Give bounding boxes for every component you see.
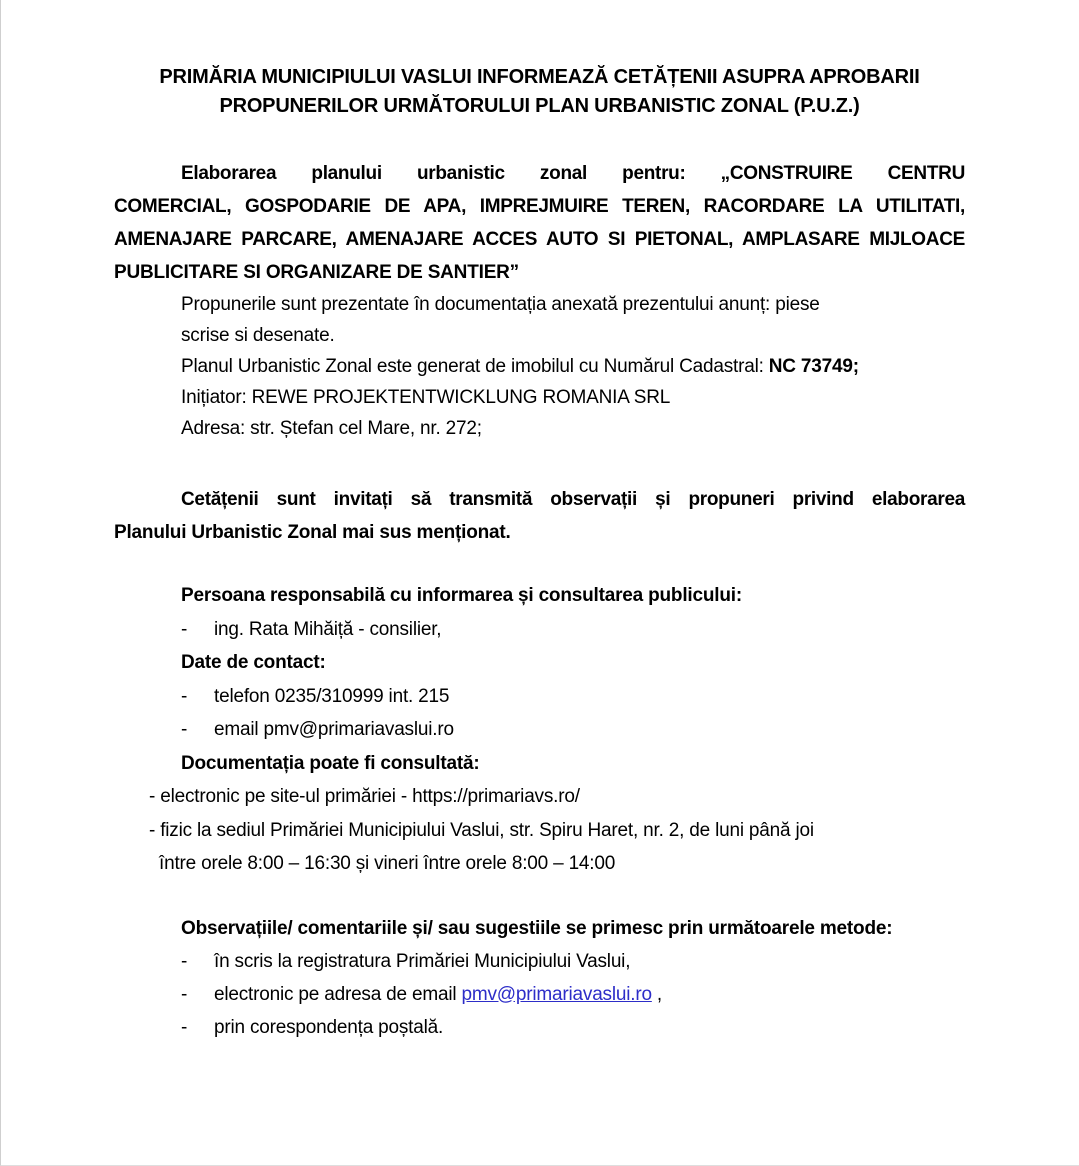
list-item-email [181,713,965,747]
list-item-label: prin corespondența poștală. [214,1016,444,1038]
list-item-email-method [181,978,965,1011]
list-item-telefon [181,680,965,714]
list-dash: - [181,719,188,740]
paragraph-line: COMERCIAL, GOSPODARIE DE APA, IMPREJMUIRE TEREN, RACORDARE LA UTILITATI, [114,196,965,217]
cadastral-prefix: Planul Urbanistic Zonal este generat de imobilul cu Numărul Cadastral: [181,356,769,377]
address-line: Adresa: str. Ștefan cel Mare, nr. 272; [181,418,482,439]
list-item-fizic-continuation: între orele 8:00 – 16:30 și vineri între orele 8:00 – 14:00 [159,853,616,874]
list-item-label: în scris la registratura Primăriei Municipiului Vaslui, [214,950,631,972]
title-line-2: PROPUNERILOR URMĂTORULUI PLAN URBANISTIC ZONAL (P.U.Z.) [219,95,860,117]
list-item-consilier [181,613,965,647]
list-item-electronic-site: - electronic pe site-ul primăriei - https://primariavs.ro/ [149,786,580,807]
list-dash: - [181,685,188,707]
initiator-line: Inițiator: REWE PROJEKTENTWICKLUNG ROMANIA SRL [181,387,671,408]
puz-scope-paragraph [114,157,965,289]
list-item-in-scris [181,945,965,978]
paragraph-line: AMENAJARE PARCARE, AMENAJARE ACCES AUTO SI PIETONAL, AMPLASARE MIJLOACE [114,229,965,250]
puz-details-section [114,289,965,444]
list-item-label: email pmv@primariavaslui.ro [214,719,454,740]
responsible-person-heading: Persoana responsabilă cu informarea și consultarea publicului: [181,585,742,606]
invitation-paragraph [114,483,965,549]
proposals-line-1: Propunerile sunt prezentate în documentația anexată prezentului anunț: piese [181,294,820,315]
feedback-methods-section [114,912,965,1044]
list-item-fizic: - fizic la sediul Primăriei Municipiului Vaslui, str. Spiru Haret, nr. 2, de luni până joi [149,819,814,841]
paragraph-line: Planului Urbanistic Zonal mai sus menționat. [114,522,511,543]
cadastral-line [181,351,965,382]
list-dash: - [181,1016,188,1038]
paragraph-line: Cetățenii sunt invitați să transmită observații și propuneri privind elaborarea [181,489,965,510]
paragraph-line: PUBLICITARE SI ORGANIZARE DE SANTIER” [114,262,519,283]
paragraph-line: Elaborarea planului urbanistic zonal pentru: „CONSTRUIRE CENTRU [181,163,965,184]
list-item-label: telefon 0235/310999 int. 215 [214,685,450,707]
list-dash: - [181,618,188,640]
list-item-label [214,978,662,1011]
documentation-section [114,747,965,881]
email-method-prefix: electronic pe adresa de email [214,983,462,1005]
cadastral-number: NC 73749; [768,356,859,377]
list-dash: - [181,983,188,1005]
email-method-suffix: , [651,983,663,1005]
list-item-posta [181,1011,965,1044]
contact-details-heading: Date de contact: [181,652,326,673]
proposals-line-2: scrise si desenate. [181,325,335,346]
list-item-label: ing. Rata Mihăiță - consilier, [214,618,442,640]
documentation-heading: Documentația poate fi consultată: [181,752,480,774]
document-content [1,0,1079,1044]
feedback-methods-heading: Observațiile/ comentariile și/ sau sugestiile se primesc prin următoarele metode: [181,917,893,939]
email-link[interactable]: pmv@primariavaslui.ro [461,983,652,1005]
document-title [114,63,965,121]
title-line-1: PRIMĂRIA MUNICIPIULUI VASLUI INFORMEAZĂ CETĂȚENII ASUPRA APROBARII [159,66,920,88]
list-dash: - [181,950,188,972]
contact-section [114,579,965,747]
